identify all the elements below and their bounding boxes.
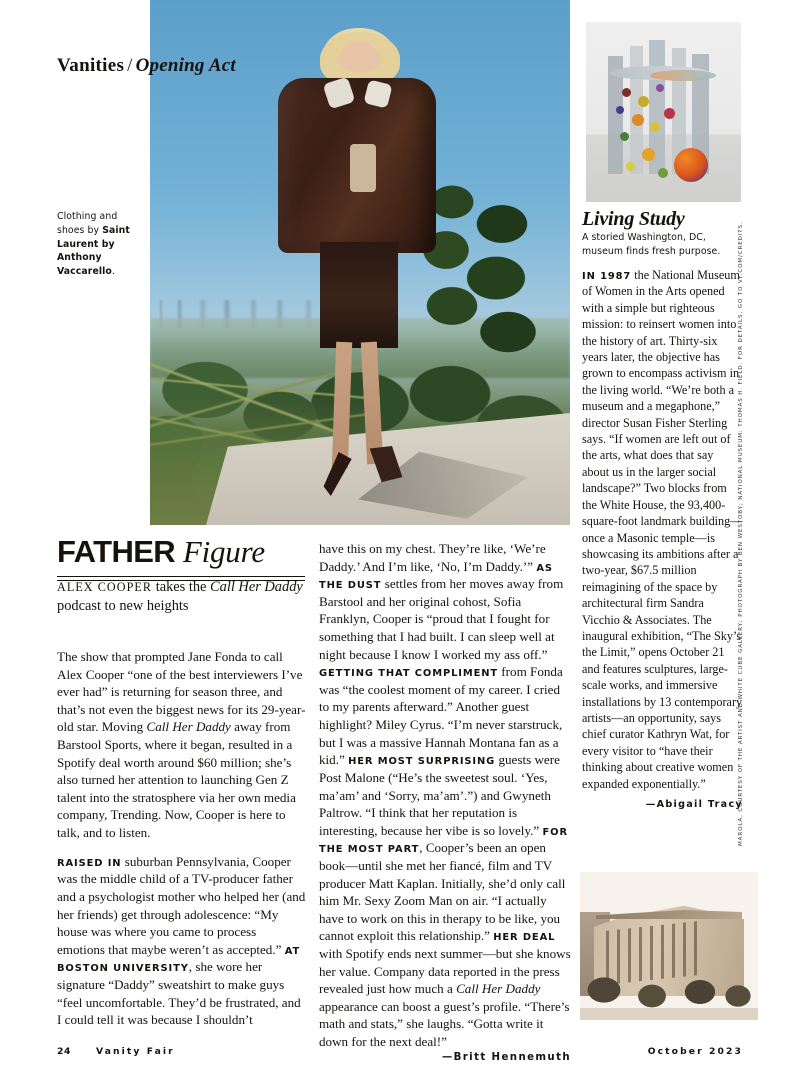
feature-byline: —Britt Hennemuth [442,1051,571,1063]
sculpture-orb [674,148,708,182]
running-head-separator: / [127,55,133,76]
col1-p1-italic: Call Her Daddy [146,719,231,735]
rail-body-text [582,267,743,812]
rail-byline: —Abigail Tracy [645,799,743,810]
heel-left [320,452,356,496]
col1-p1b: away from Barstool Sports, where it began, resulted in a Spotify deal worth around $60 million; she’s also turned her attention to launching Gen Z talent into the stratosphere via her own media company, Trending. Now, Cooper is here to talk, and to listen. [57,719,296,841]
page-footer [0,1046,800,1060]
col2-p3: from Fonda was “the coolest moment of my career. I cried to my parents afterward.” Another guest highlight? Miley Cyrus. “I’m never starstruck, but I was a massive Hannah Montana fan as a kid.” [319,664,563,768]
sculpture-bead [632,114,644,126]
footer-issue-date: October 2023 [647,1046,743,1057]
street [580,1008,758,1020]
sculpture-top-disc-colored [650,70,716,81]
museum-building-image [580,872,758,1020]
footer-masthead: Vanity Fair [96,1046,175,1057]
body-column-2 [319,540,571,1064]
col2-p5: , Cooper’s been an open book—until she met her fiancé, film and TV producer Matt Kaplan. Initially, she’d only call him Mr. Sexy Zoom Man on air. “I actually have to work on this in therapy to be like, you cannot exploit this relationship.” [319,840,566,944]
feature-deck [57,578,309,615]
sculpture-bead [616,106,624,114]
col2-lede-3: HER MOST SURPRISING [348,756,496,768]
model-figure [270,28,440,498]
feature-title [57,536,305,567]
col2-lede-2: GETTING THAT COMPLIMENT [319,668,499,680]
feature-title-part2: Figure [182,534,265,569]
inner-top [350,144,376,192]
caption-prefix: Clothing and shoes by [57,211,118,236]
col2-p2: settles from her moves away from Barstool and her original cohost, Sofia Franklyn, Cooper is “proud that I fought for something that I had built. I can sleep well at night because I know I worked my ass off.” [319,576,564,662]
sculpture-bead [658,168,668,178]
rail-headline: Living Study [582,208,685,230]
col2-lede-4: FOR THE MOST PART [319,826,568,856]
running-head-column: Opening Act [135,55,236,76]
hero-photograph [150,0,570,525]
col2-p6b: appearance can boost a guest’s profile. “There’s math and stats,” she laughs. “Gotta write it down for the next deal!” [319,998,570,1050]
sculpture-bead [620,132,629,141]
feature-headline-block [57,536,305,581]
running-head-section: Vanities [57,55,125,76]
sculpture-bead [626,162,635,171]
sculpture-bead [664,108,675,119]
col1-lede-1: RAISED IN [57,857,122,869]
sculpture-bead [642,148,655,161]
col2-p6a: with Spotify ends next summer—but she knows her value. Company data reported in the press revealed just how much a [319,946,571,997]
street-trees [580,968,758,1012]
col1-p2a: suburban Pennsylvania, Cooper was the middle child of a TV-producer father and a psychologist mother who helped her (and her friends) get through adolescence: “My house was where you came to process emotions that maybe weren’t as accepted.” [57,853,306,957]
caption-suffix: . [111,266,115,277]
deck-podcast-title: Call Her Daddy [210,579,303,595]
deck-smallcaps-name: ALEX COOPER [57,580,153,594]
paragraph [582,267,743,792]
body-column-1 [57,648,307,1029]
sculpture-bead [638,96,649,107]
sculpture-artwork-image [586,22,741,202]
paragraph [57,648,307,842]
col1-p2b: , she wore her signature “Daddy” sweatshirt to make guys “feel uncomfortable. They’d be frustrated, and I could tell it was because I shouldn’t [57,959,301,1028]
col2-p4: guests were Post Malone (“He’s the sweetest soul. ‘Yes, ma’am’ and ‘Sorry, ma’am’.”) and Gwyneth Paltrow. “I think that her reputation is interesting, because her vibe is so lovely.” [319,752,560,838]
rail-body-copy: the National Museum of Women in the Arts opened with a simple but righteous mission: to reinsert women into the history of art. Thirty-six years later, the objective has grown to encompass activism in the living world. “We’re both a museum and a megaphone,” director Susan Fisher Sterling says. “If women are left out of the arts, what does that say about us in the larger social landscape?” Two blocks from the White House, the 93,400-square-foot landmark building—once a Masonic temple—is showcasing its ambitions after a two-year, $67.5 million reimagining of the space by architectural firm Sandra Vicchio & Associates. The inaugural exhibition, “The Sky’s the Limit,” opens October 21 and features sculptures, large-scale works, and immersive installations by 13 contemporary artists—an opportunity, says chief curator Kathryn Wat, for every visitor to “have their thinking about creative women expanded exponentially.” [582,268,743,791]
paragraph [57,853,307,1029]
page-number: 24 [57,1046,71,1057]
col2-lede-1: AS THE DUST [319,562,553,592]
feature-title-part1: FATHER [57,534,176,569]
caption-brand: Saint Laurent by Anthony Vaccarello [57,224,130,277]
sculpture-bead [622,88,631,97]
photo-credit-caption [57,210,141,279]
pencil-skirt [320,242,398,348]
leg-left [332,342,352,468]
sculpture-bead [656,84,664,92]
sculpture-bead [650,122,660,132]
col2-p1: have this on my chest. They’re like, ‘We’re Daddy.’ And I’m like, ‘No, I’m Daddy.’” [319,541,546,574]
deck-end: podcast to new heights [57,597,189,614]
paragraph [319,540,571,1063]
deck-mid: takes the [152,579,211,595]
vertical-photo-credit: MAROLA, COURTESY OF THE ARTIST AND WHITE CUBE GALLERY; PHOTOGRAPH BY BEN WESTOBY; NATIONAL MUSEUM: THOMAS H. FIELD. FOR DETAILS, GO TO VF.COM/CREDITS. [738,221,744,846]
rail-dek: A storied Washington, DC, museum finds fresh purpose. [582,232,721,257]
col1-p1a: The show that prompted Jane Fonda to call Alex Cooper “one of the best interviewers I’ve ever had” is returning for season three, and that’s not even the biggest news for its 29-year-old star. Moving [57,649,306,735]
col2-p6-italic: Call Her Daddy [456,981,541,997]
col2-lede-5: HER DEAL [493,932,556,944]
rail-lede: IN 1987 [582,271,632,282]
col1-lede-2: AT BOSTON UNIVERSITY [57,945,301,975]
running-head [57,55,236,77]
leg-right [361,342,383,465]
